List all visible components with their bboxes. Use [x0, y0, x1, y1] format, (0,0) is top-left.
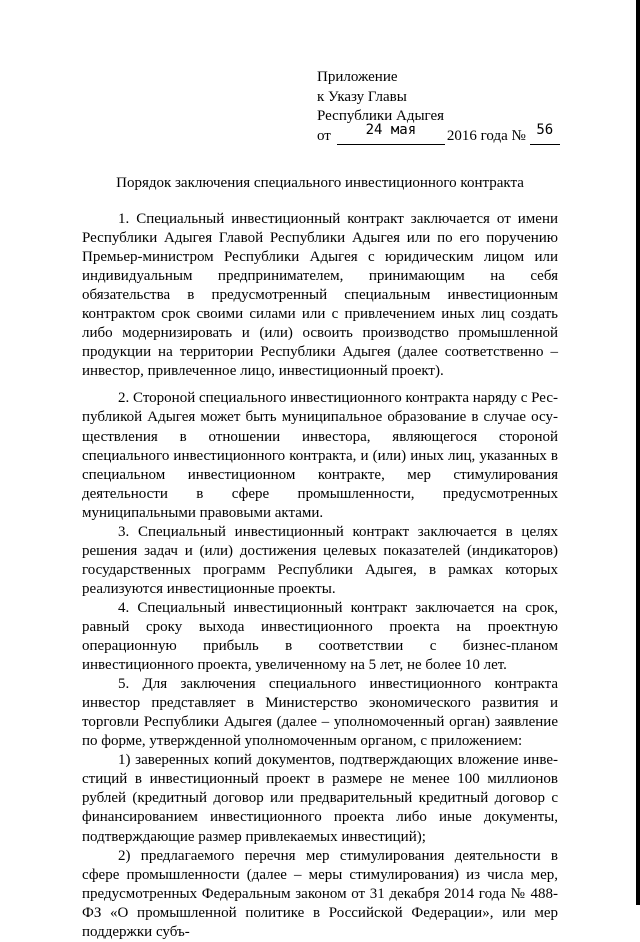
- decree-number: 56: [536, 121, 554, 138]
- appendix-header: [317, 68, 560, 146]
- decree-number-field: [530, 121, 560, 145]
- appendix-decree-ref: к Указу Главы: [317, 88, 407, 105]
- paragraph-3: 3. Специальный инвестиционный контракт заключается в целях решения задач и (или) достижения целевых показателей (индикаторов) государственных программ Республики Адыгея, в рамках которых реализуются инвестиционные проекты.: [82, 523, 558, 597]
- document-title: Порядок заключения специального инвестиционного контракта: [116, 175, 524, 191]
- paragraph-1: 1. Специальный инвестиционный контракт заключается от имени Республики Адыгея Главой Республики Адыгея или по его поручению Премьер-министром Республики Адыгея с юридическим лицом или индивидуальным предпринимателем, принимающим на себя обязательства в предусмотренный специальным инвестиционным контрактом срок своими силами или с привлечением иных лиц создать либо модернизировать и (или) освоить производство промышленной продукции на территории Республики Адыгея (далее соответственно – инвестор, привлеченное лицо, инвестиционный проект).: [82, 211, 558, 380]
- document-body: [82, 210, 558, 942]
- scan-edge: [636, 0, 640, 905]
- date-year: 2016 года №: [446, 127, 526, 144]
- date-day-month: 24 мая: [365, 121, 417, 138]
- appendix-republic: Республики Адыгея: [317, 108, 445, 124]
- paragraph-5: 5. Для заключения специального инвестиционного контракта инвестор представляет в Министерство экономического развития и торговли Республики Адыгея (далее – уполномоченный орган) заявление по форме, утвержденной уполномоченным органом, с приложением:: [82, 676, 558, 750]
- date-day-month-field: [337, 121, 445, 145]
- paragraph-2: 2. Стороной специального инвестиционного контракта наряду с Республикой Адыгея может быть муниципальное образование в случае осуществления в отношении инвестора, являющегося стороной специального инвестиционного контракта, и (или) иных лиц, указанных в специальном инвестиционном контракте, мер стимулирования деятельности в сфере промышленности, предусмотренных муниципальными правовыми актами.: [82, 390, 558, 521]
- date-prefix: от: [317, 127, 331, 144]
- appendix-label: Приложение: [317, 69, 398, 85]
- appendix-date-line: [317, 121, 560, 147]
- paragraph-4: 4. Специальный инвестиционный контракт заключается на срок, равный сроку выхода инвестиционного проекта на проектную операционную прибыль в соответствии с бизнес-планом инвестиционного проекта, увеличенному на 5 лет, не более 10 лет.: [82, 599, 558, 674]
- paragraph-5-item-2: 2) предлагаемого перечня мер стимулирования деятельности в сфере промышленности (далее – меры стимулирования) из числа мер, предусмотренных Федеральным законом от 31 декабря 2014 года № 488-ФЗ «О промышленной политике в Российской Федерации», или мер поддержки субъ-: [82, 847, 558, 940]
- paragraph-5-item-1: 1) заверенных копий документов, подтверждающих вложение инвестиций в инвестиционный проект в размере не менее 100 миллионов рублей (кредитный договор или предварительный кредитный договор с финансированием инвестиционного проекта либо иные документы, подтверждающие размер привлекаемых инвестиций);: [82, 752, 558, 845]
